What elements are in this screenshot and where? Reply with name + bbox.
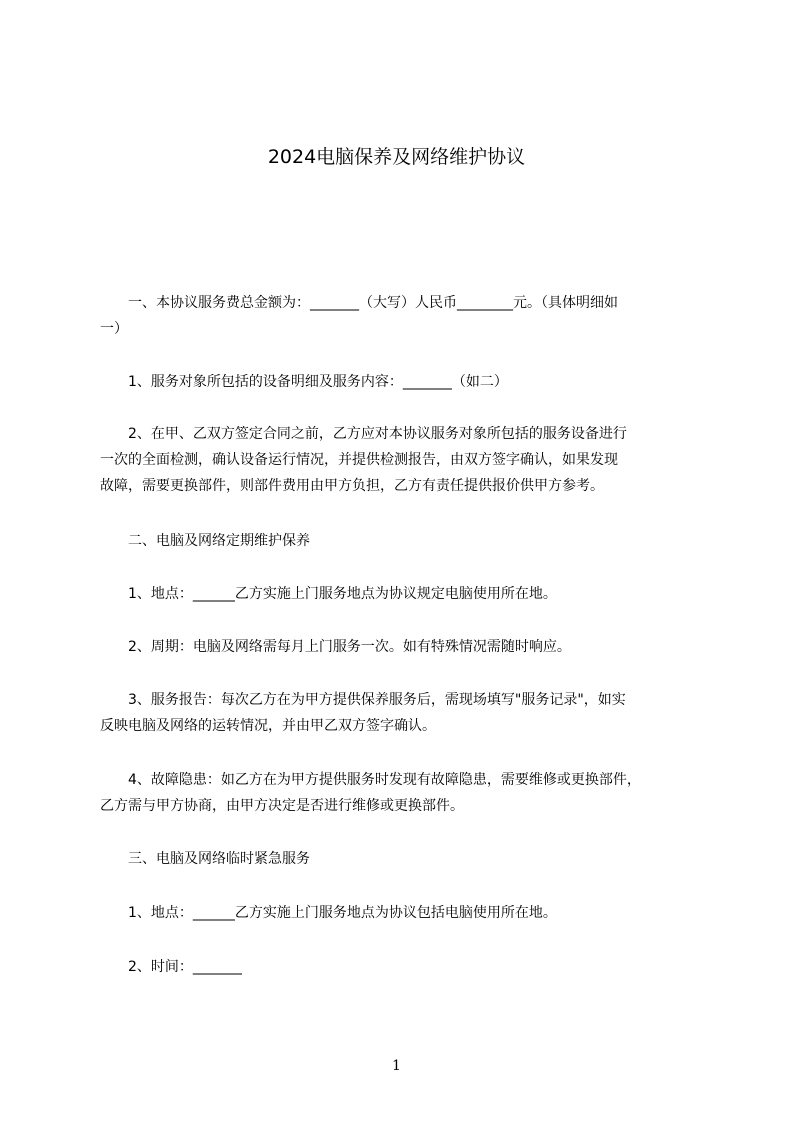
- paragraph-service-scope: [100, 369, 700, 395]
- paragraph-line: 反映电脑及网络的运转情况，并由甲乙双方签字确认。: [100, 718, 436, 734]
- paragraph-maintenance-location: [100, 581, 700, 607]
- paragraph-line: 二、电脑及网络定期维护保养: [100, 533, 310, 549]
- paragraph-line: 2、在甲、乙双方签定合同之前，乙方应对本协议服务对象所包括的服务设备进行: [100, 426, 627, 442]
- paragraph-line: 乙方需与甲方协商，由甲方决定是否进行维修或更换部件。: [100, 798, 464, 814]
- paragraph-maintenance-cycle: [100, 634, 700, 660]
- paragraph-line: 一）: [100, 321, 128, 337]
- paragraph-line: 4、故障隐患：如乙方在为甲方提供服务时发现有故障隐患，需要维修或更换部件，: [100, 772, 641, 788]
- section-heading-emergency: [100, 846, 700, 872]
- paragraph-line: 3、服务报告：每次乙方在为甲方提供保养服务后，需现场填写"服务记录"，如实: [100, 692, 626, 708]
- paragraph-service-report: [100, 687, 700, 739]
- paragraph-line: 一、本协议服务费总金额为：_______（大写）人民币________元。（具体明细如: [100, 295, 618, 311]
- paragraph-line: 1、服务对象所包括的设备明细及服务内容：_______（如二）: [100, 374, 508, 390]
- paragraph-line: 1、地点：______乙方实施上门服务地点为协议规定电脑使用所在地。: [100, 586, 557, 602]
- section-heading-maintenance: [100, 528, 700, 554]
- document-title: 2024电脑保养及网络维护协议: [267, 146, 526, 168]
- paragraph-fault-hazard: [100, 767, 700, 819]
- paragraph-line: 故障，需要更换部件，则部件费用由甲方负担，乙方有责任提供报价供甲方参考。: [100, 478, 604, 494]
- paragraph-emergency-location: [100, 900, 700, 926]
- paragraph-line: 2、时间：_______: [100, 959, 242, 975]
- paragraph-initial-inspection: [100, 421, 700, 499]
- paragraph-line: 2、周期：电脑及网络需每月上门服务一次。如有特殊情况需随时响应。: [100, 639, 571, 655]
- paragraph-line: 1、地点：______乙方实施上门服务地点为协议包括电脑使用所在地。: [100, 905, 557, 921]
- paragraph-line: 一次的全面检测，确认设备运行情况，并提供检测报告，由双方签字确认，如果发现: [100, 452, 618, 468]
- paragraph-service-fee: [100, 290, 700, 342]
- page-number: 1: [392, 1058, 401, 1074]
- paragraph-line: 三、电脑及网络临时紧急服务: [100, 851, 310, 867]
- paragraph-emergency-time: [100, 954, 700, 980]
